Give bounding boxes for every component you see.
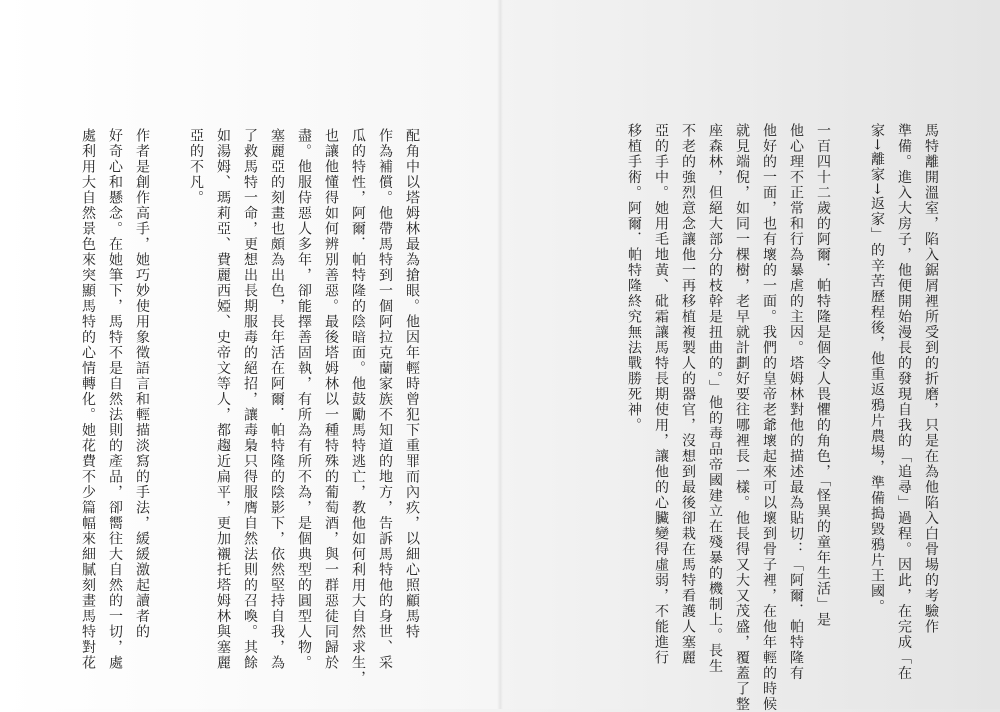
text-column: 了救馬特一命，更想出長期服毒的絕招，讓毒梟只得服膺自然法則的召喚。其餘 [242,128,258,671]
text-column: 就見端倪，如同一棵樹，老早就計劃好要往哪裡長一樣。他長得又大又茂盛，覆蓋了整 [734,123,750,712]
text-column: 亞的手中。她用毛地黃、砒霜讓馬特長期使用，讓他的心臟變得虛弱，不能進行 [653,123,669,666]
text-column: 準備。進入大房子，他便開始漫長的發現自我的「追尋」過程。因此，在完成「在 [896,123,912,681]
text-column: 也讓他懂得如何辨別善惡。最後塔姆林以一種特殊的葡萄酒，與一群惡徒同歸於 [323,128,339,671]
text-column: 亞的不凡。 [188,128,204,206]
text-column: 座森林，但絕大部分的枝幹是扭曲的。」他的毒品帝國建立在殘暴的機制上。長生 [707,123,723,674]
text-column: 配角中以塔姆林最為搶眼。他因年輕時曾犯下重罪而內疚，以細心照顧馬特 [404,128,420,640]
text-column: 作為補償。他帶馬特到一個阿拉克蘭家族不知道的地方，告訴馬特他的身世、采 [377,128,393,671]
text-column: 塞麗亞的刻畫也頗為出色，長年活在阿爾．帕特隆的陰影下，依然堅持自我，為 [269,128,285,671]
text-column: 家→離家→返家」的辛苦歷程後，他重返鴉片農場，準備搗毀鴉片王國。 [869,123,885,615]
text-column: 一百四十二歲的阿爾．帕特隆是個令人畏懼的角色，「怪異的童年生活」是 [815,123,831,628]
text-column: 移植手術。阿爾．帕特隆終究無法戰勝死神。 [626,123,642,433]
text-column: 如湯姆、瑪莉亞、費麗西婭、史帝文等人，都趨近扁平，更加襯托塔姆林與塞麗 [215,128,231,671]
text-column: 馬特離開溫室，陷入鋸屑裡所受到的折磨，只是在為他陷入白骨場的考驗作 [923,123,939,635]
text-column: 作者是創作高手，她巧妙使用象徵語言和輕描淡寫的手法，緩緩激起讀者的 [134,128,150,640]
text-column: 瓜的特性，阿爾．帕特隆的陰暗面。他鼓勵馬特逃亡，教他如何利用大自然求生， [350,128,366,686]
book-spine [497,0,503,709]
text-column: 好奇心和懸念。在她筆下，馬特不是自然法則的產品，卻嚮往大自然的一切，處 [107,128,123,671]
text-column: 他好的一面，也有壞的一面。我們的皇帝老爺壞起來可以壞到骨子裡，在他年輕的時候 [761,123,777,712]
text-column: 他心理不正常和行為暴虐的主因。塔姆林對他的描述最為貼切：「阿爾．帕特隆有 [788,123,804,681]
text-column: 處利用大自然景色來突顯馬特的心情轉化。她花費不少篇幅來細膩刻畫馬特對花 [80,128,96,671]
text-column: 盡。他服侍惡人多年，卻能擇善固執，有所為有所不為，是個典型的圓型人物。 [296,128,312,671]
text-column: 不老的強烈意念讓他一再移植複製人的器官，沒想到最後卻栽在馬特看護人塞麗 [680,123,696,666]
